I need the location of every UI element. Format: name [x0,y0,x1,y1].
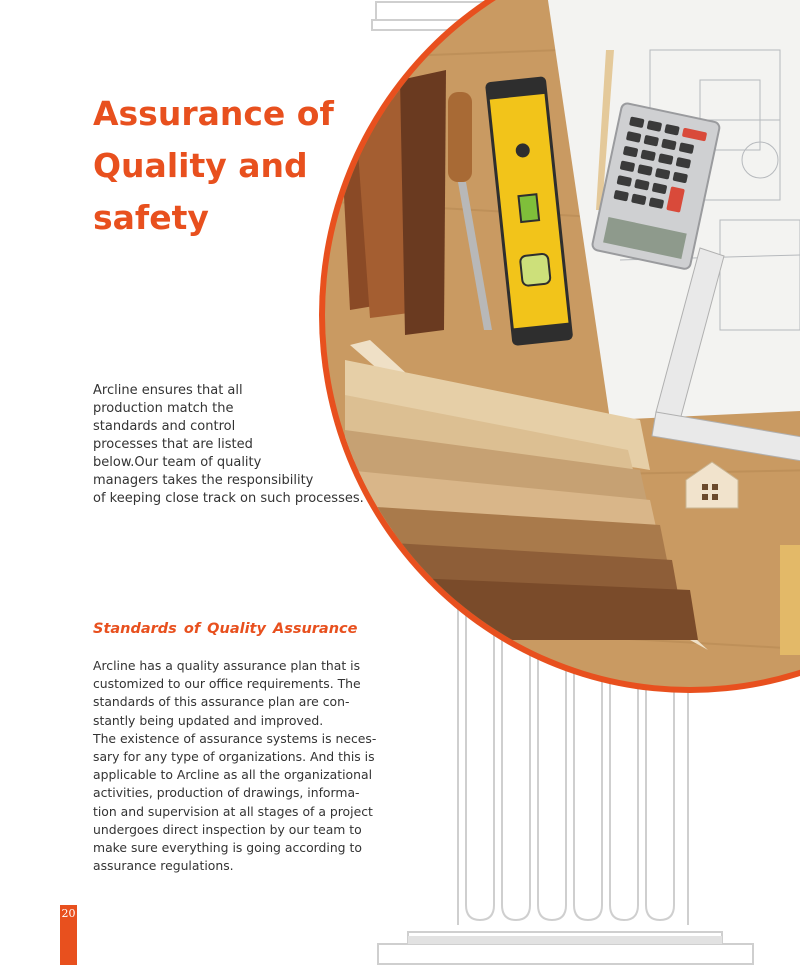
section-body: Arcline has a quality assurance plan that is customized to our office requirements. The standards of this assurance plan are con- stantly being updated and improved. The existence of assurance systems is neces- sary for any type of organizations. And this is applicable to Arcline as all the organizational activities, production of drawings, informa- tion and supervision at all stages of a project undergoes direct inspection by our team to make sure everything is going according to assurance regulations. [93,658,377,874]
intro-paragraph: Arcline ensures that all production match the standards and control processes that are listed below.Our team of quality managers takes the responsibility of keeping close track on such processes. [93,383,364,506]
page-title: Assurance of Quality and safety [93,94,334,237]
page-number: 20 [61,907,76,920]
section-heading: Standards of Quality Assurance [93,621,358,637]
